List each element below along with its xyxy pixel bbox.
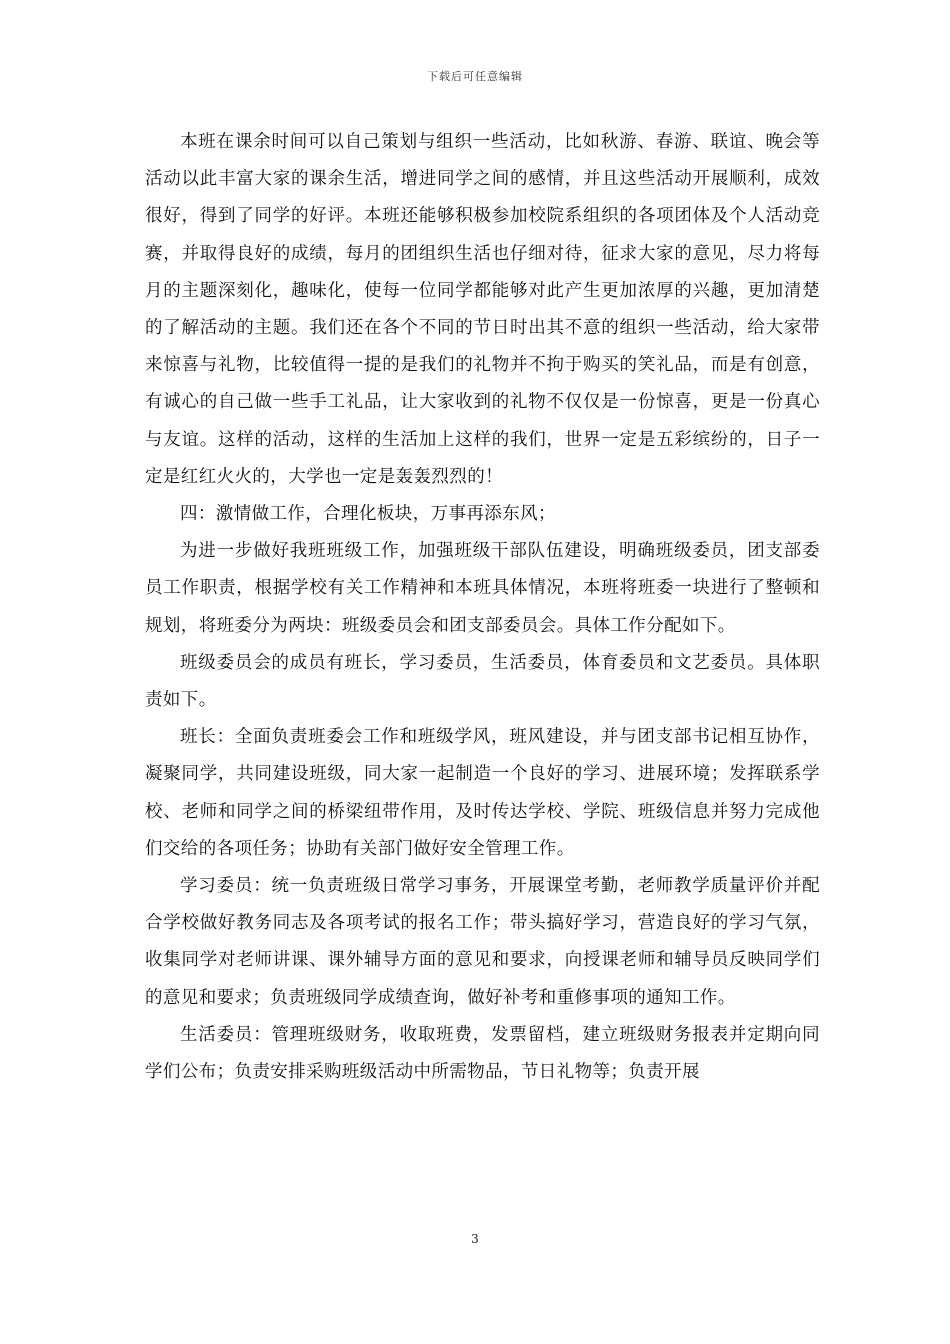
paragraph-monitor-duties: 班长：全面负责班委会工作和班级学风，班风建设，并与团支部书记相互协作，凝聚同学，共同建设班级，同大家一起制造一个良好的学习、进展环境；发挥联系学校、老师和同学之间的桥梁纽带作用，及时传达学校、学院、班级信息并努力完成他们交给的各项任务；协助有关部门做好安全管理工作。 xyxy=(145,727,820,859)
section-heading-four: 四：激情做工作，合理化板块，万事再添东风； xyxy=(180,504,556,525)
paragraph-study-duties: 学习委员：统一负责班级日常学习事务，开展课堂考勤，老师教学质量评价并配合学校做好教务同志及各项考试的报名工作；带头搞好学习，营造良好的学习气氛，收集同学对老师讲课、课外辅导方面的意见和要求，向授课老师和辅导员反映同学们的意见和要求；负责班级同学成绩查询，做好补考和重修事项的通知工作。 xyxy=(145,876,820,1008)
document-body xyxy=(145,124,820,1091)
page-header: 下载后可任意编辑 xyxy=(427,70,523,83)
paragraph-committee-members: 班级委员会的成员有班长，学习委员，生活委员，体育委员和文艺委员。具体职责如下。 xyxy=(145,652,820,711)
paragraph-life-duties: 生活委员：管理班级财务，收取班费，发票留档，建立班级财务报表并定期向同学们公布；负责安排采购班级活动中所需物品，节日礼物等；负责开展 xyxy=(145,1024,820,1083)
paragraph-committee-intro: 为进一步做好我班班级工作，加强班级干部队伍建设，明确班级委员，团支部委员工作职责，根据学校有关工作精神和本班具体情况，本班将班委一块进行了整顿和规划，将班委分为两块：班级委员会和团支部委员会。具体工作分配如下。 xyxy=(145,541,820,636)
paragraph-activities: 本班在课余时间可以自己策划与组织一些活动，比如秋游、春游、联谊、晚会等活动以此丰富大家的课余生活，增进同学之间的感情，并且这些活动开展顺利，成效很好，得到了同学的好评。本班还能够积极参加校院系组织的各项团体及个人活动竞赛，并取得良好的成绩，每月的团组织生活也仔细对待，征求大家的意见，尽力将每月的主题深刻化，趣味化，使每一位同学都能够对此产生更加浓厚的兴趣，更加清楚的了解活动的主题。我们还在各个不同的节日时出其不意的组织一些活动，给大家带来惊喜与礼物，比较值得一提的是我们的礼物并不拘于购买的笑礼品，而是有创意，有诚心的自己做一些手工礼品，让大家收到的礼物不仅仅是一份惊喜，更是一份真心与友谊。这样的活动，这样的生活加上这样的我们，世界一定是五彩缤纷的，日子一定是红红火火的，大学也一定是轰轰烈烈的！ xyxy=(145,132,820,487)
page-number: 3 xyxy=(471,1232,479,1246)
